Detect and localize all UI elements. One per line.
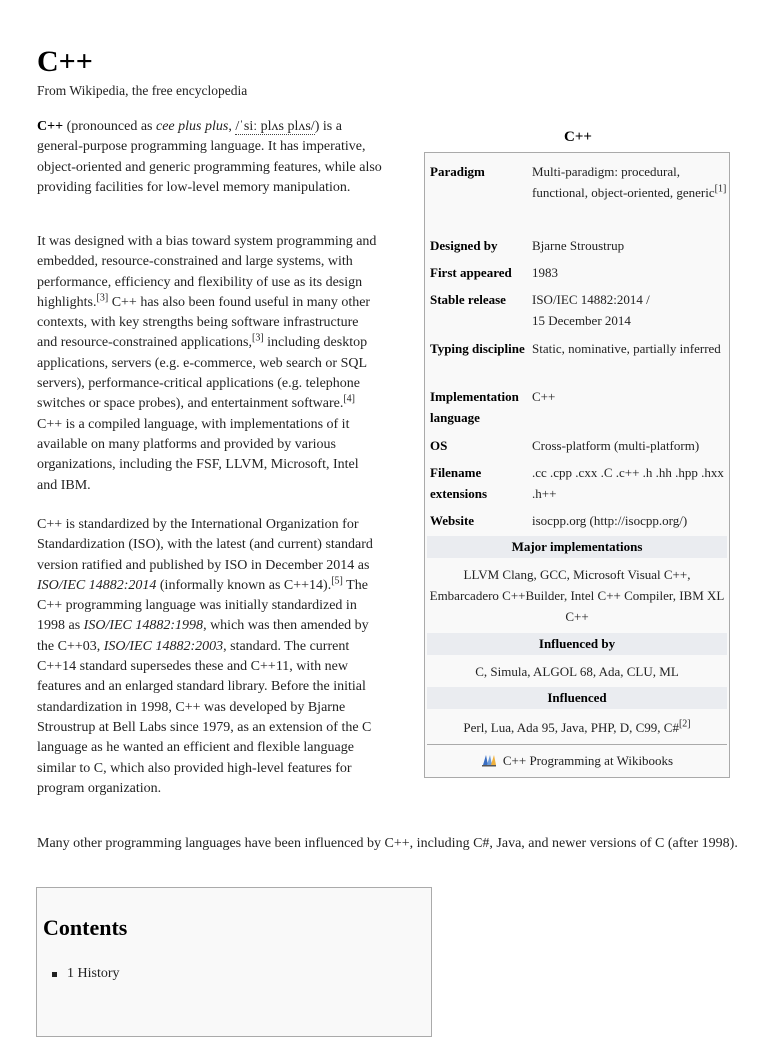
infobox-value[interactable]: Bjarne Stroustrup bbox=[532, 238, 625, 253]
citation-3b[interactable]: [3] bbox=[251, 332, 264, 344]
citation-4[interactable]: [4] bbox=[343, 393, 356, 405]
influenced-list[interactable]: Perl, Lua, Ada 95, Java, PHP, D, C99, C#[2] bbox=[463, 718, 691, 735]
infobox-value[interactable]: Static, nominative, partially inferred bbox=[532, 341, 721, 356]
infobox-value: .cc .cpp .cxx .C .c++ .h .hh .hpp .hxx .h++ bbox=[532, 465, 724, 501]
intro-term: C++ bbox=[37, 119, 64, 134]
citation-5[interactable]: [5] bbox=[331, 575, 343, 587]
intro-paragraph: C++ (pronounced as cee plus plus, /ˈsiː plʌs plʌs/) is a general-purpose programming language. It has imperative, object-oriented and generic programming features, while also providing facilities for low-level memory manipulation. bbox=[37, 119, 382, 195]
major-implementations[interactable]: LLVM Clang, GCC, Microsoft Visual C++, Embarcadero C++Builder, Intel C++ Compiler, IBM XL C++ bbox=[429, 567, 725, 624]
standardization-paragraph: C++ is standardized by the International Organization for Standardization (ISO), with the latest (and current) standard version ratified and published by ISO in December 2014 as ISO/IEC 14882:2014 (informally known as C++14).[5] The C++ programming language was initially standardized in 1998 as ISO/IEC 14882:1998, which was then amended by the C++03, ISO/IEC 14882:2003, standard. The current C++14 standard supersedes these and C++11, with new features and an enlarged standard library. Before the initial standardization in 1998, C++ was developed by Bjarne Stroustrup at Bell Labs since 1979, as an extension of the C language as he wanted an efficient and flexible language similar to C, which also provided high-level features for program organization. bbox=[37, 517, 373, 796]
website-link[interactable]: isocpp.org (http://isocpp.org/) bbox=[532, 513, 688, 528]
infobox-label: Typing discipline bbox=[430, 341, 525, 356]
ipa-pronunciation[interactable]: /ˈsiː plʌs plʌs/ bbox=[235, 119, 315, 134]
infobox-value[interactable]: Cross-platform (multi-platform) bbox=[532, 438, 700, 453]
toc-item-history[interactable]: 1 History bbox=[67, 964, 120, 984]
citation-1[interactable]: [1] bbox=[714, 183, 727, 195]
infobox-label: Paradigm bbox=[430, 164, 485, 179]
infobox-label: OS bbox=[430, 438, 448, 453]
influence-paragraph: Many other programming languages have been influenced by C++, including C#, Java, and newer versions of C (after 1998). bbox=[37, 836, 738, 851]
infobox-value: Multi-paradigm: procedural, functional, object-oriented, generic[1] bbox=[532, 164, 727, 200]
infobox bbox=[424, 152, 730, 778]
infobox-label: First appeared bbox=[430, 265, 512, 280]
infobox-caption: C++ bbox=[564, 129, 592, 145]
infobox-value[interactable]: C++ bbox=[532, 389, 556, 404]
table-of-contents bbox=[36, 887, 432, 1037]
infobox-header-major-implementations: Major implementations bbox=[427, 536, 727, 558]
infobox-header-influenced: Influenced bbox=[427, 687, 727, 709]
infobox-label: Implementation language bbox=[430, 389, 519, 425]
bullet-icon bbox=[52, 972, 57, 977]
citation-3a[interactable]: [3] bbox=[96, 292, 109, 304]
infobox-label: Designed by bbox=[430, 238, 498, 253]
infobox-divider bbox=[427, 744, 727, 745]
design-paragraph: It was designed with a bias toward system programming and embedded, resource-constrained and large systems, with performance, efficiency and flexibility of use as its design highlights.[3] C++ has also been found useful in many other contexts, with key strengths being software infrastructure and resource-constrained applications,[3] including desktop applications, servers (e.g. e-commerce, web search or SQL servers), performance-critical applications (e.g. telephone switches or space probes), and entertainment software.[4] C++ is a compiled language, with implementations of it available on many platforms and provided by various organizations, including the FSF, LLVM, Microsoft, Intel and IBM. bbox=[37, 234, 377, 493]
influenced-by-list[interactable]: C, Simula, ALGOL 68, Ada, CLU, ML bbox=[475, 664, 679, 679]
infobox-value: ISO/IEC 14882:2014 / 15 December 2014 bbox=[532, 292, 650, 328]
page-subtitle: From Wikipedia, the free encyclopedia bbox=[37, 83, 248, 98]
citation-2[interactable]: [2] bbox=[678, 718, 691, 730]
wikibooks-link[interactable]: C++ Programming at Wikibooks bbox=[429, 750, 725, 771]
infobox-label: Stable release bbox=[430, 292, 506, 307]
toc-title: Contents bbox=[43, 915, 128, 940]
page-title: C++ bbox=[37, 45, 93, 78]
infobox-header-influenced-by: Influenced by bbox=[427, 633, 727, 655]
wikibooks-icon bbox=[481, 753, 497, 767]
infobox-label: Website bbox=[430, 513, 475, 528]
infobox-label: Filename extensions bbox=[430, 465, 488, 501]
infobox-value[interactable]: 1983 bbox=[532, 265, 558, 280]
